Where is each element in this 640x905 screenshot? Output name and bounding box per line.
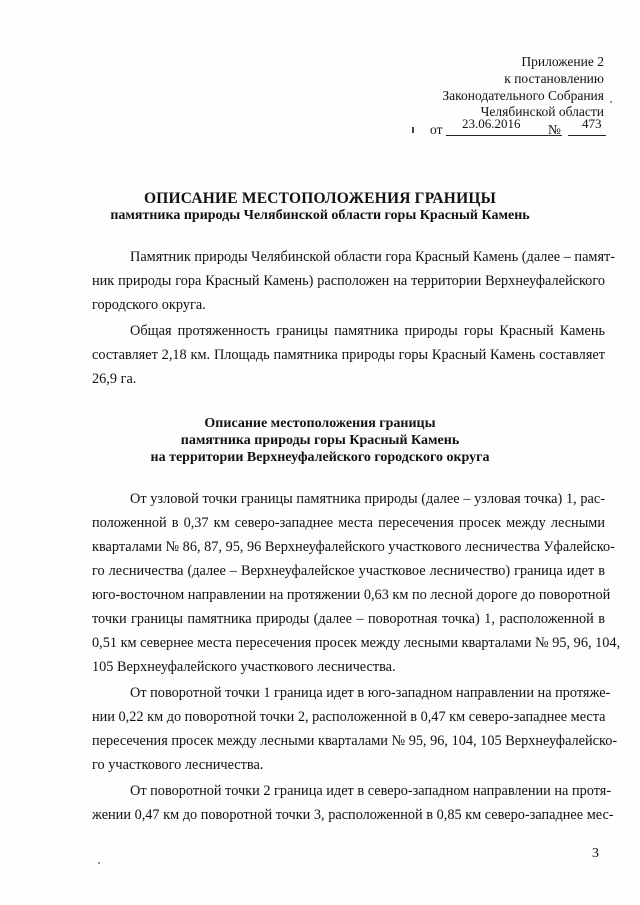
body-p1-line: го лесничества (далее – Верхнеуфалейское участковое лесничество) граница идет в [92,563,605,579]
document-subtitle: памятника природы Челябинской области горы Красный Камень [110,208,530,223]
body-p1-line: От узловой точки границы памятника природы (далее – узловая точка) 1, рас- [130,491,605,507]
body-p3-line: От поворотной точки 2 граница идет в северо-западном направлении на протя- [130,783,612,799]
legislative-assembly-label: Законодательного Собрания [442,88,604,103]
resolution-date: 23.06.2016 [462,116,521,131]
intro-p1-line: Памятник природы Челябинской области гора Красный Камень (далее – памят- [130,249,616,265]
appendix-label: Приложение 2 [521,54,604,69]
body-p1-line: 105 Верхнеуфалейского участкового лесничества. [92,659,396,675]
intro-p1-line: городского округа. [92,297,206,313]
to-resolution-label: к постановлению [504,71,604,86]
document-title: ОПИСАНИЕ МЕСТОПОЛОЖЕНИЯ ГРАНИЦЫ [144,190,496,207]
intro-p2-line: 26,9 га. [92,371,137,387]
resolution-number: 473 [582,116,602,131]
body-p1-line: кварталами № 86, 87, 95, 96 Верхнеуфалейского участкового лесничества Уфалейско- [92,539,615,555]
resolution-date-number-row [418,116,608,138]
body-p1-line: точки границы памятника природы (далее – поворотная точка) 1, расположенной в [92,611,605,627]
intro-p2-line: Общая протяженность границы памятника природы горы Красный Камень [130,323,605,339]
body-p3-line: жении 0,47 км до поворотной точки 3, расположенной в 0,85 км северо-западнее мес- [92,807,614,823]
body-p1-line: юго-восточном направлении на протяжении 0,63 км по лесной дороге до поворотной [92,587,611,603]
number-underline [568,135,606,136]
scan-speck [98,862,100,864]
section-title-line1: Описание местоположения границы [204,416,436,431]
body-p2-line: От поворотной точки 1 граница идет в юго-западном направлении на протяже- [130,685,611,701]
margin-mark [412,127,414,133]
body-p2-line: нии 0,22 км до поворотной точки 2, расположенной в 0,47 км северо-западнее места [92,709,606,725]
body-p1-line: положенной в 0,37 км северо-западнее места пересечения просек между лесными [92,515,605,531]
section-title-line2: памятника природы горы Красный Камень [180,433,460,448]
section-title-line3: на территории Верхнеуфалейского городского округа [150,450,490,465]
date-underline [446,135,562,136]
region-label: Челябинской области [480,104,604,119]
page-number: 3 [592,846,599,861]
from-label: от [430,122,443,137]
body-p2-line: пересечения просек между лесными кварталами № 95, 96, 104, 105 Верхнеуфалейско- [92,733,618,749]
body-p2-line: го участкового лесничества. [92,757,264,773]
number-sign: № [548,122,561,137]
intro-p1-line: ник природы гора Красный Камень) расположен на территории Верхнеуфалейского [92,273,605,289]
scan-speck [610,101,612,103]
body-p1-line: 0,51 км севернее места пересечения просек между лесными кварталами № 95, 96, 104, [92,635,621,651]
intro-p2-line: составляет 2,18 км. Площадь памятника природы горы Красный Камень составляет [92,347,605,363]
